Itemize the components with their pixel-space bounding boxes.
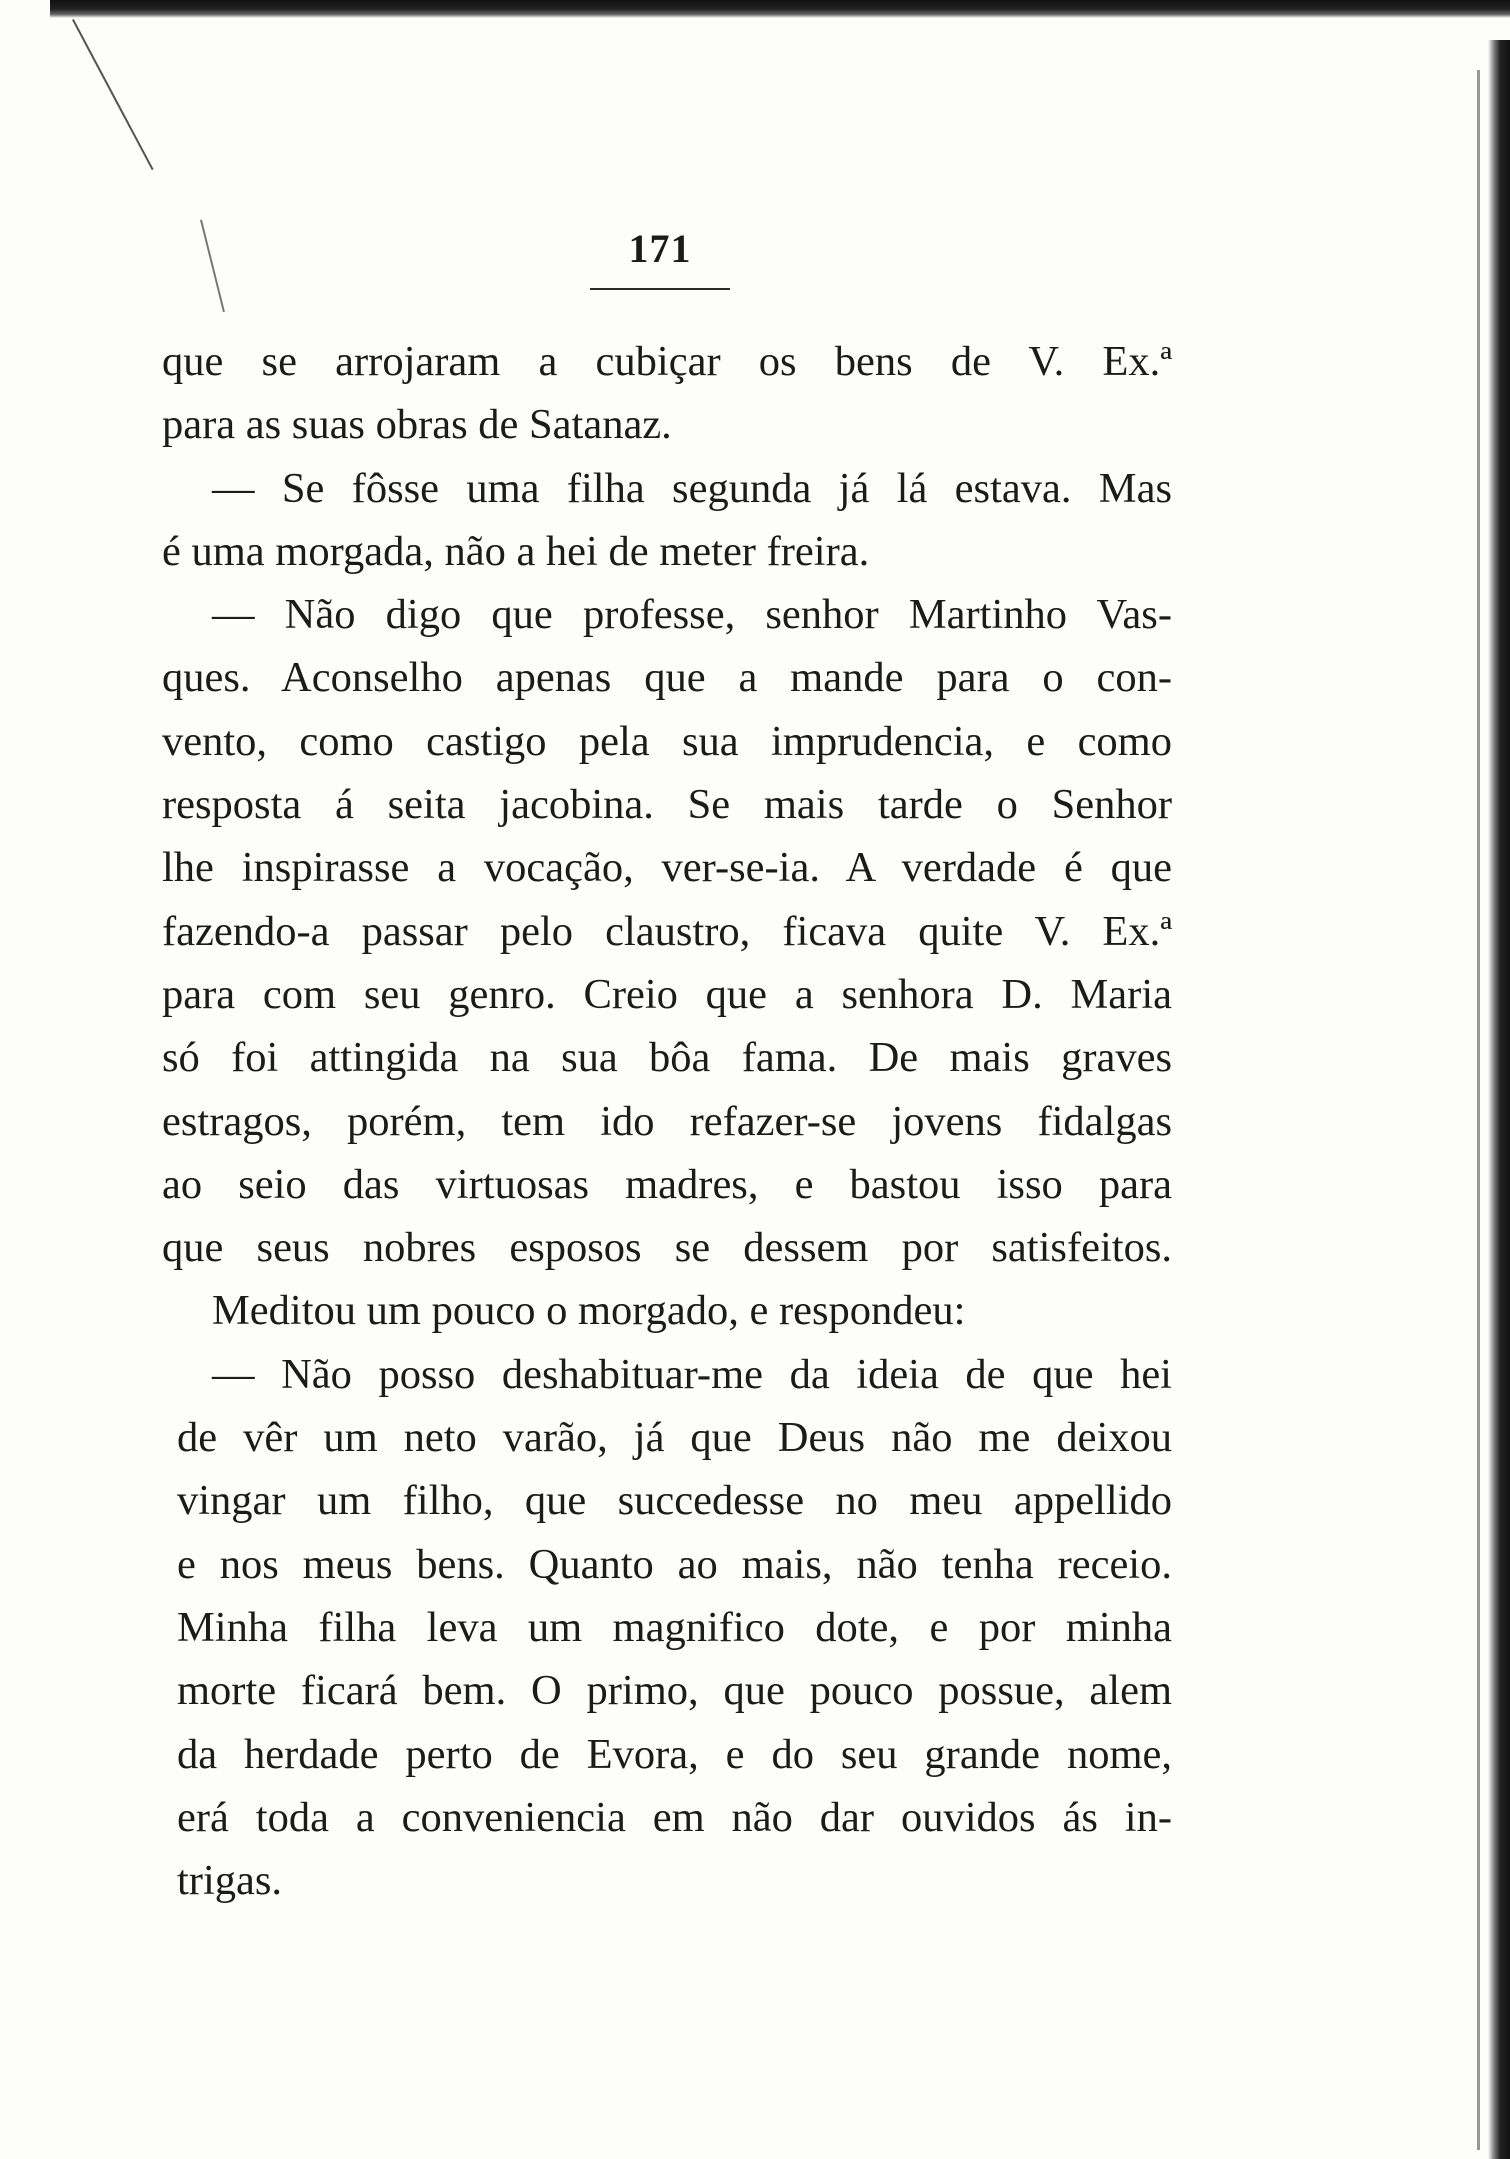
page-number-rule — [590, 288, 730, 290]
text-line: para com seu genro. Creio que a senhora D. Maria — [162, 970, 1172, 1018]
text-line: Meditou um pouco o morgado, e respondeu: — [212, 1287, 966, 1335]
text-line: — Se fôsse uma filha segunda já lá estava. Mas — [212, 464, 1172, 512]
text-line: de vêr um neto varão, já que Deus não me deixou — [177, 1414, 1172, 1462]
binding-line — [1477, 70, 1480, 2150]
text-line: lhe inspirasse a vocação, ver-se-ia. A verdade é que — [162, 844, 1172, 892]
text-line: da herdade perto de Evora, e do seu grande nome, — [177, 1730, 1172, 1778]
text-line: Minha filha leva um magnifico dote, e por minha — [177, 1603, 1172, 1651]
text-line: estragos, porém, tem ido refazer-se jovens fidalgas — [162, 1097, 1172, 1145]
text-line: resposta á seita jacobina. Se mais tarde o Senhor — [162, 781, 1172, 829]
scan-edge-top — [50, 0, 1510, 18]
text-line: e nos meus bens. Quanto ao mais, não tenha receio. — [177, 1540, 1172, 1588]
text-line: é uma morgada, não a hei de meter freira. — [162, 527, 870, 575]
text-line: ques. Aconselho apenas que a mande para o con- — [162, 654, 1172, 702]
text-line: morte ficará bem. O primo, que pouco possue, alem — [177, 1667, 1172, 1715]
text-line: erá toda a conveniencia em não dar ouvidos ás in- — [177, 1793, 1172, 1841]
page-number: 171 — [628, 226, 692, 271]
text-line: vingar um filho, que succedesse no meu appellido — [177, 1477, 1172, 1525]
text-line: trigas. — [177, 1857, 283, 1905]
text-line: — Não posso deshabituar-me da ideia de que hei — [212, 1350, 1172, 1398]
body-text — [162, 330, 1172, 1912]
text-line: para as suas obras de Satanaz. — [162, 401, 672, 449]
text-line: só foi attingida na sua bôa fama. De mais graves — [162, 1034, 1172, 1082]
corner-fold-mark — [200, 220, 225, 313]
corner-fold-mark — [72, 19, 154, 170]
text-line: vento, como castigo pela sua imprudencia, e como — [162, 717, 1172, 765]
text-line: fazendo-a passar pelo claustro, ficava quite V. Ex.ª — [162, 907, 1172, 955]
binding-shadow — [1488, 40, 1510, 2159]
text-line: ao seio das virtuosas madres, e bastou isso para — [162, 1160, 1172, 1208]
text-line: — Não digo que professe, senhor Martinho Vas- — [212, 591, 1172, 639]
text-line: que se arrojaram a cubiçar os bens de V. Ex.ª — [162, 338, 1172, 385]
text-line: que seus nobres esposos se dessem por satisfeitos. — [162, 1224, 1172, 1272]
